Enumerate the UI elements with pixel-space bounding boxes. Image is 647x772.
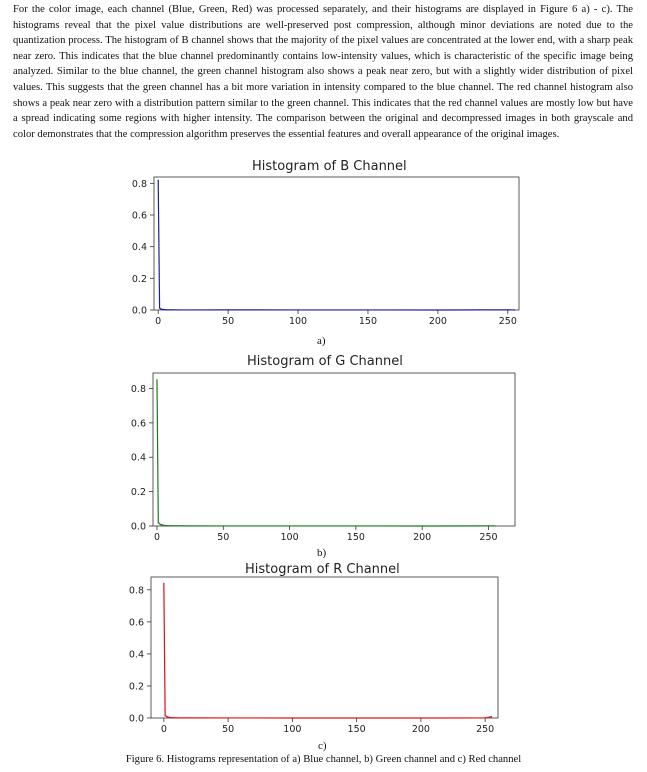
chart-c-data-point (491, 716, 492, 717)
chart-a-ytick-label: 0.8 (131, 178, 147, 190)
chart-c-data-point (420, 717, 421, 718)
chart-a-xtick-label: 100 (288, 316, 308, 327)
chart-c-data-point (189, 717, 190, 718)
chart-b-series-line (157, 380, 495, 526)
chart-b-data-point (164, 525, 165, 526)
chart-a-data-point (169, 309, 170, 310)
chart-a-title: Histogram of B Channel (252, 159, 407, 174)
chart-b-frame (153, 373, 515, 526)
chart-a-data-point (166, 309, 167, 310)
chart-c-sublabel: c) (318, 740, 327, 752)
chart-a-data-point (186, 309, 187, 310)
chart-b-data-point (158, 522, 159, 523)
chart-a-xtick-label: 150 (358, 316, 378, 327)
chart-c-ytick-label: 0.4 (128, 649, 144, 661)
chart-b-xtick-label: 50 (217, 532, 230, 543)
chart-a-data-point (172, 309, 173, 310)
chart-a-xtick-label: 200 (428, 316, 447, 327)
chart-a-xtick-label: 0 (155, 316, 162, 327)
chart-c-data-point (168, 717, 169, 718)
figure-caption: Figure 6. Histograms representation of a) Blue channel, b) Green channel and c) Red channel (125, 754, 522, 765)
chart-b-data-point (422, 525, 423, 526)
chart-c-title: Histogram of R Channel (245, 562, 400, 577)
body-paragraph: For the color image, each channel (Blue, Green, Red) was processed separately, and their histograms are displayed in Figure 6 a) - c). The histograms reveal that the pixel value distributions are well-preserved post compression, although minor deviations are noted due to the quantization process. The histogram of B channel shows that the majority of the pixel values are concentrated at the lower end, with a sharp peak near zero. This indicates that the blue channel predominantly contains low-intensity values, which is characteristic of the specific image being analyzed. Similar to the blue channel, the green channel histogram also shows a peak near zero, but with a slightly wider distribution of pixel values. This suggests that the green channel has a bit more variation in intensity compared to the blue channel. The red channel histogram also shows a peak near zero with a distribution pattern similar to the green channel. This indicates that the red channel values are mostly low but have a spread indicating some regions with higher intensity. The comparison between the original and decompressed images in both grayscale and color demonstrates that the compression algorithm preserves the essential features and overall appearance of the original images. (13, 4, 633, 140)
chart-c-xtick-label: 50 (222, 724, 235, 735)
chart-a-data-point (297, 309, 298, 310)
chart-a-sublabel: a) (317, 335, 326, 347)
chart-a-ytick-label: 0.4 (131, 242, 147, 254)
chart-a-data-point (159, 308, 160, 309)
chart-c-xtick-label: 200 (411, 724, 430, 735)
chart-c-data-point (167, 716, 168, 717)
chart-c-data-point (356, 717, 357, 718)
chart-a-ytick-label: 0.0 (131, 305, 147, 317)
chart-c-frame (151, 577, 498, 718)
chart-b-data-point (167, 525, 168, 526)
chart-c-data-point (165, 715, 166, 716)
chart-a-data-point (160, 308, 161, 309)
chart-c-ytick-label: 0.8 (128, 585, 144, 597)
chart-c-data-point (292, 717, 293, 718)
chart-a-data-point (163, 309, 164, 310)
chart-b-data-point (495, 525, 496, 526)
chart-b-ytick-label: 0.4 (130, 452, 146, 464)
chart-a-data-point (367, 309, 368, 310)
chart-c-data-point (163, 583, 164, 584)
chart-c-xtick-label: 150 (347, 724, 366, 735)
chart-b-data-point (183, 525, 184, 526)
chart-b-ytick-label: 0.6 (130, 418, 146, 430)
chart-b-data-point (223, 525, 224, 526)
chart-b-title: Histogram of G Channel (247, 354, 403, 369)
chart-b-data-point (162, 524, 163, 525)
chart-b-xtick-label: 100 (280, 532, 299, 543)
chart-b-xtick-label: 150 (346, 532, 365, 543)
chart-a-data-point (165, 309, 166, 310)
chart-b-data-point (156, 379, 157, 380)
chart-c-data-point (171, 717, 172, 718)
chart-c-data-point (166, 716, 167, 717)
chart-c-data-point (228, 717, 229, 718)
chart-b-data-point (159, 523, 160, 524)
chart-a-series-line (158, 180, 515, 310)
chart-b-ytick-label: 0.2 (130, 487, 146, 499)
chart-b-data-point (163, 525, 164, 526)
chart-b-data-point (170, 525, 171, 526)
chart-b-data-point (355, 525, 356, 526)
chart-c-ytick-label: 0.0 (128, 713, 144, 725)
chart-b-data-point (289, 525, 290, 526)
chart-b-xtick-label: 250 (479, 532, 498, 543)
chart-b-sublabel: b) (317, 547, 327, 559)
chart-a-xtick-label: 250 (498, 316, 517, 327)
chart-c-ytick-label: 0.6 (128, 617, 144, 629)
chart-c-series-line (164, 583, 492, 718)
chart-c-data-point (176, 717, 177, 718)
chart-a-data-point (514, 309, 515, 310)
chart-a-data-point (162, 309, 163, 310)
chart-c-data-point (485, 717, 486, 718)
chart-b-ytick-label: 0.8 (130, 383, 146, 395)
chart-a-xtick-label: 50 (222, 316, 235, 327)
chart-b-data-point (160, 524, 161, 525)
chart-c-xtick-label: 0 (160, 724, 167, 735)
chart-a-data-point (479, 309, 480, 310)
chart-b-xtick-label: 0 (153, 532, 161, 543)
chart-a-data-point (158, 180, 159, 181)
chart-b-data-point (488, 525, 489, 526)
chart-a-ytick-label: 0.6 (131, 210, 147, 222)
chart-a-data-point (437, 309, 438, 310)
chart-c-xtick-label: 250 (476, 724, 495, 735)
chart-c-data-point (174, 717, 175, 718)
chart-c-xtick-label: 100 (283, 724, 302, 735)
chart-c-data-point (170, 717, 171, 718)
chart-c-ytick-label: 0.2 (128, 681, 144, 693)
chart-a-data-point (228, 309, 229, 310)
chart-a-data-point (507, 309, 508, 310)
chart-a-frame (154, 177, 519, 310)
chart-a-ytick-label: 0.2 (131, 273, 147, 285)
chart-b-xtick-label: 200 (413, 532, 432, 543)
chart-b-ytick-label: 0.0 (130, 521, 146, 533)
